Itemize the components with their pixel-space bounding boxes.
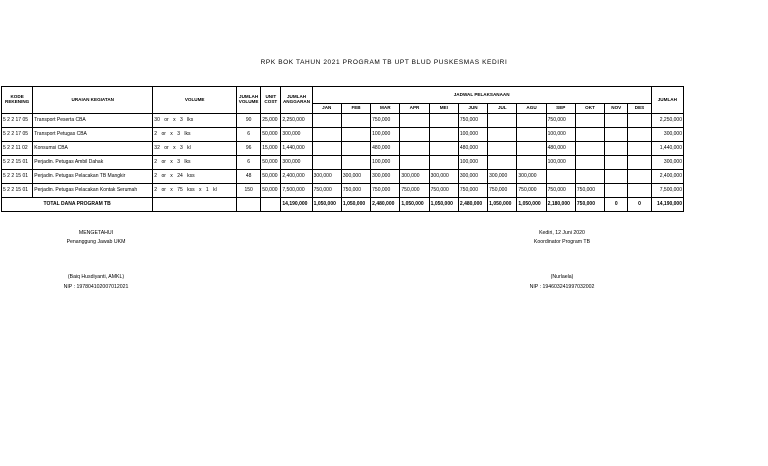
jumlah-volume-cell: 6 [237,156,261,170]
month-cell-sep: 750,000 [546,114,575,128]
month-cell-agu [517,156,546,170]
header-kode: KODE REKENING [2,87,33,114]
unit-cost-cell: 15,000 [261,142,281,156]
month-cell-feb [341,128,370,142]
total-row [2,198,684,212]
total-month-feb: 1,050,000 [341,198,370,212]
sig-right-name: (Nurlaela) [550,274,574,281]
month-cell-jun: 100,000 [458,128,487,142]
header-month-jun: JUN [458,104,487,114]
month-cell-jan [312,142,341,156]
table-row [2,170,684,184]
uraian-cell: Perjadin. Petugas Ambil Dahak [33,156,153,170]
month-cell-nov [605,128,628,142]
month-cell-jul: 750,000 [488,184,517,198]
month-cell-agu: 300,000 [517,170,546,184]
month-cell-feb: 750,000 [341,184,370,198]
month-cell-sep: 480,000 [546,142,575,156]
table-row [2,184,684,198]
uraian-cell: Perjadin. Petugas Pelacakan TB Mangkir [33,170,153,184]
month-cell-nov [605,156,628,170]
header-month-agu: AGU [517,104,546,114]
table-row [2,114,684,128]
signature-left [16,231,176,290]
month-cell-apr [400,142,429,156]
jumlah-volume-cell: 6 [237,128,261,142]
header-volume: VOLUME [153,87,237,114]
jumlah-volume-cell: 48 [237,170,261,184]
unit-cost-cell: 50,000 [261,128,281,142]
month-cell-mar: 750,000 [371,184,400,198]
anggaran-cell: 1,440,000 [281,142,312,156]
month-cell-sep: 100,000 [546,156,575,170]
month-cell-jul [488,128,517,142]
month-cell-agu [517,128,546,142]
header-month-mar: MAR [371,104,400,114]
month-cell-agu [517,142,546,156]
month-cell-mei [429,142,458,156]
header-month-feb: FEB [341,104,370,114]
header-jadwal: JADWAL PELAKSANAAN [312,87,651,104]
total-month-mar: 2,480,000 [371,198,400,212]
month-cell-jan [312,114,341,128]
month-cell-jan: 750,000 [312,184,341,198]
total-month-okt: 750,000 [575,198,604,212]
volume-cell: 2 or x 24 kss [153,170,237,184]
jumlah-cell: 2,250,000 [651,114,683,128]
header-month-jul: JUL [488,104,517,114]
unit-cost-cell: 50,000 [261,184,281,198]
total-month-jul: 1,050,000 [488,198,517,212]
month-cell-jun: 300,000 [458,170,487,184]
month-cell-feb [341,156,370,170]
uraian-cell: Perjadin. Petugas Pelacakan Kontak Serumah [33,184,153,198]
header-unit-cost: UNIT COST [261,87,281,114]
volume-cell: 2 or x 3 lks [153,128,237,142]
total-label: TOTAL DANA PROGRAM TB [2,198,153,212]
month-cell-okt: 750,000 [575,184,604,198]
uraian-cell: Transport Peserta CBA [33,114,153,128]
sig-right-nip: NIP : 194603241997032002 [529,283,595,290]
month-cell-agu [517,114,546,128]
month-cell-mei [429,114,458,128]
jumlah-volume-cell: 90 [237,114,261,128]
unit-cost-cell: 50,000 [261,156,281,170]
uraian-cell: Konsumsi CBA [33,142,153,156]
anggaran-cell: 7,500,000 [281,184,312,198]
header-month-mei: MEI [429,104,458,114]
month-cell-sep: 100,000 [546,128,575,142]
month-cell-jan [312,156,341,170]
month-cell-mei: 750,000 [429,184,458,198]
kode-rekening-cell: 5 2 2 17 05 [2,114,33,128]
total-month-nov: 0 [605,198,628,212]
header-month-des: DES [628,104,651,114]
empty-cell [237,198,261,212]
unit-cost-cell: 50,000 [261,170,281,184]
kode-rekening-cell: 5 2 2 11 02 [2,142,33,156]
header-month-apr: APR [400,104,429,114]
table-row [2,128,684,142]
total-month-des: 0 [628,198,651,212]
month-cell-jun: 750,000 [458,114,487,128]
month-cell-mar: 750,000 [371,114,400,128]
kode-rekening-cell: 5 2 2 15 01 [2,184,33,198]
volume-cell: 30 or x 3 lks [153,114,237,128]
month-cell-okt [575,170,604,184]
total-month-sep: 2,180,000 [546,198,575,212]
month-cell-agu: 750,000 [517,184,546,198]
month-cell-apr: 750,000 [400,184,429,198]
month-cell-mar: 100,000 [371,156,400,170]
table-row [2,142,684,156]
month-cell-apr [400,114,429,128]
sig-left-name: (Baiq Husdiyanti, AMKL) [67,274,125,281]
month-cell-nov [605,142,628,156]
month-cell-jun: 750,000 [458,184,487,198]
month-cell-apr: 300,000 [400,170,429,184]
kode-rekening-cell: 5 2 2 15 01 [2,156,33,170]
jumlah-cell: 2,400,000 [651,170,683,184]
volume-cell: 32 or x 3 kl [153,142,237,156]
month-cell-jul [488,114,517,128]
header-month-sep: SEP [546,104,575,114]
sig-left-line1: MENGETAHUI [78,230,114,236]
unit-cost-cell: 25,000 [261,114,281,128]
month-cell-okt [575,114,604,128]
month-cell-des [628,128,651,142]
month-cell-des [628,156,651,170]
header-jumlah-anggaran: JUMLAH ANGGARAN [281,87,312,114]
month-cell-jul [488,142,517,156]
month-cell-jan [312,128,341,142]
header-month-okt: OKT [575,104,604,114]
total-month-mei: 1,050,000 [429,198,458,212]
month-cell-nov [605,114,628,128]
month-cell-apr [400,128,429,142]
month-cell-okt [575,142,604,156]
month-cell-feb [341,142,370,156]
month-cell-apr [400,156,429,170]
sig-right-line2: Koordinator Program TB [533,239,591,246]
kode-rekening-cell: 5 2 2 17 05 [2,128,33,142]
month-cell-jun: 100,000 [458,156,487,170]
jumlah-cell: 7,500,000 [651,184,683,198]
signature-right [482,231,642,290]
month-cell-mar: 100,000 [371,128,400,142]
page-title: RPK BOK TAHUN 2021 PROGRAM TB UPT BLUD PUSKESMAS KEDIRI [260,59,508,66]
header-uraian: URAIAN KEGIATAN [33,87,153,114]
jumlah-cell: 300,000 [651,156,683,170]
total-month-apr: 1,050,000 [400,198,429,212]
month-cell-jul [488,156,517,170]
month-cell-feb: 300,000 [341,170,370,184]
month-cell-nov [605,170,628,184]
month-cell-des [628,170,651,184]
total-jumlah-cell: 14,190,000 [651,198,683,212]
volume-cell: 2 or x 75 kss x 1 kl [153,184,237,198]
empty-cell [153,198,237,212]
total-anggaran-cell: 14,190,000 [281,198,312,212]
jumlah-cell: 1,440,000 [651,142,683,156]
table-row [2,156,684,170]
anggaran-cell: 2,400,000 [281,170,312,184]
anggaran-cell: 2,250,000 [281,114,312,128]
jumlah-volume-cell: 150 [237,184,261,198]
month-cell-des [628,142,651,156]
month-cell-mei: 300,000 [429,170,458,184]
header-jumlah-volume: JUMLAH VOLUME [237,87,261,114]
month-cell-mar: 480,000 [371,142,400,156]
month-cell-feb [341,114,370,128]
month-cell-jun: 480,000 [458,142,487,156]
total-month-jun: 2,480,000 [458,198,487,212]
total-month-agu: 1,050,000 [517,198,546,212]
month-cell-mei [429,128,458,142]
total-month-jan: 1,050,000 [312,198,341,212]
month-cell-jul: 300,000 [488,170,517,184]
empty-cell [261,198,281,212]
month-cell-sep [546,170,575,184]
month-cell-sep: 750,000 [546,184,575,198]
jumlah-cell: 300,000 [651,128,683,142]
anggaran-cell: 300,000 [281,128,312,142]
header-month-nov: NOV [605,104,628,114]
header-jumlah: JUMLAH [651,87,683,114]
sig-right-line1: Kediri, 12 Juni 2020 [539,230,585,236]
month-cell-okt [575,128,604,142]
month-cell-okt [575,156,604,170]
month-cell-des [628,184,651,198]
kode-rekening-cell: 5 2 2 15 01 [2,170,33,184]
budget-table [1,86,684,212]
month-cell-des [628,114,651,128]
uraian-cell: Transport Petugas CBA [33,128,153,142]
jumlah-volume-cell: 96 [237,142,261,156]
sig-left-nip: NIP : 197804102007012021 [63,283,129,290]
sig-left-line2: Penanggung Jawab UKM [66,239,126,246]
anggaran-cell: 300,000 [281,156,312,170]
volume-cell: 2 or x 3 lks [153,156,237,170]
header-month-jan: JAN [312,104,341,114]
month-cell-jan: 300,000 [312,170,341,184]
month-cell-nov [605,184,628,198]
month-cell-mei [429,156,458,170]
month-cell-mar: 300,000 [371,170,400,184]
